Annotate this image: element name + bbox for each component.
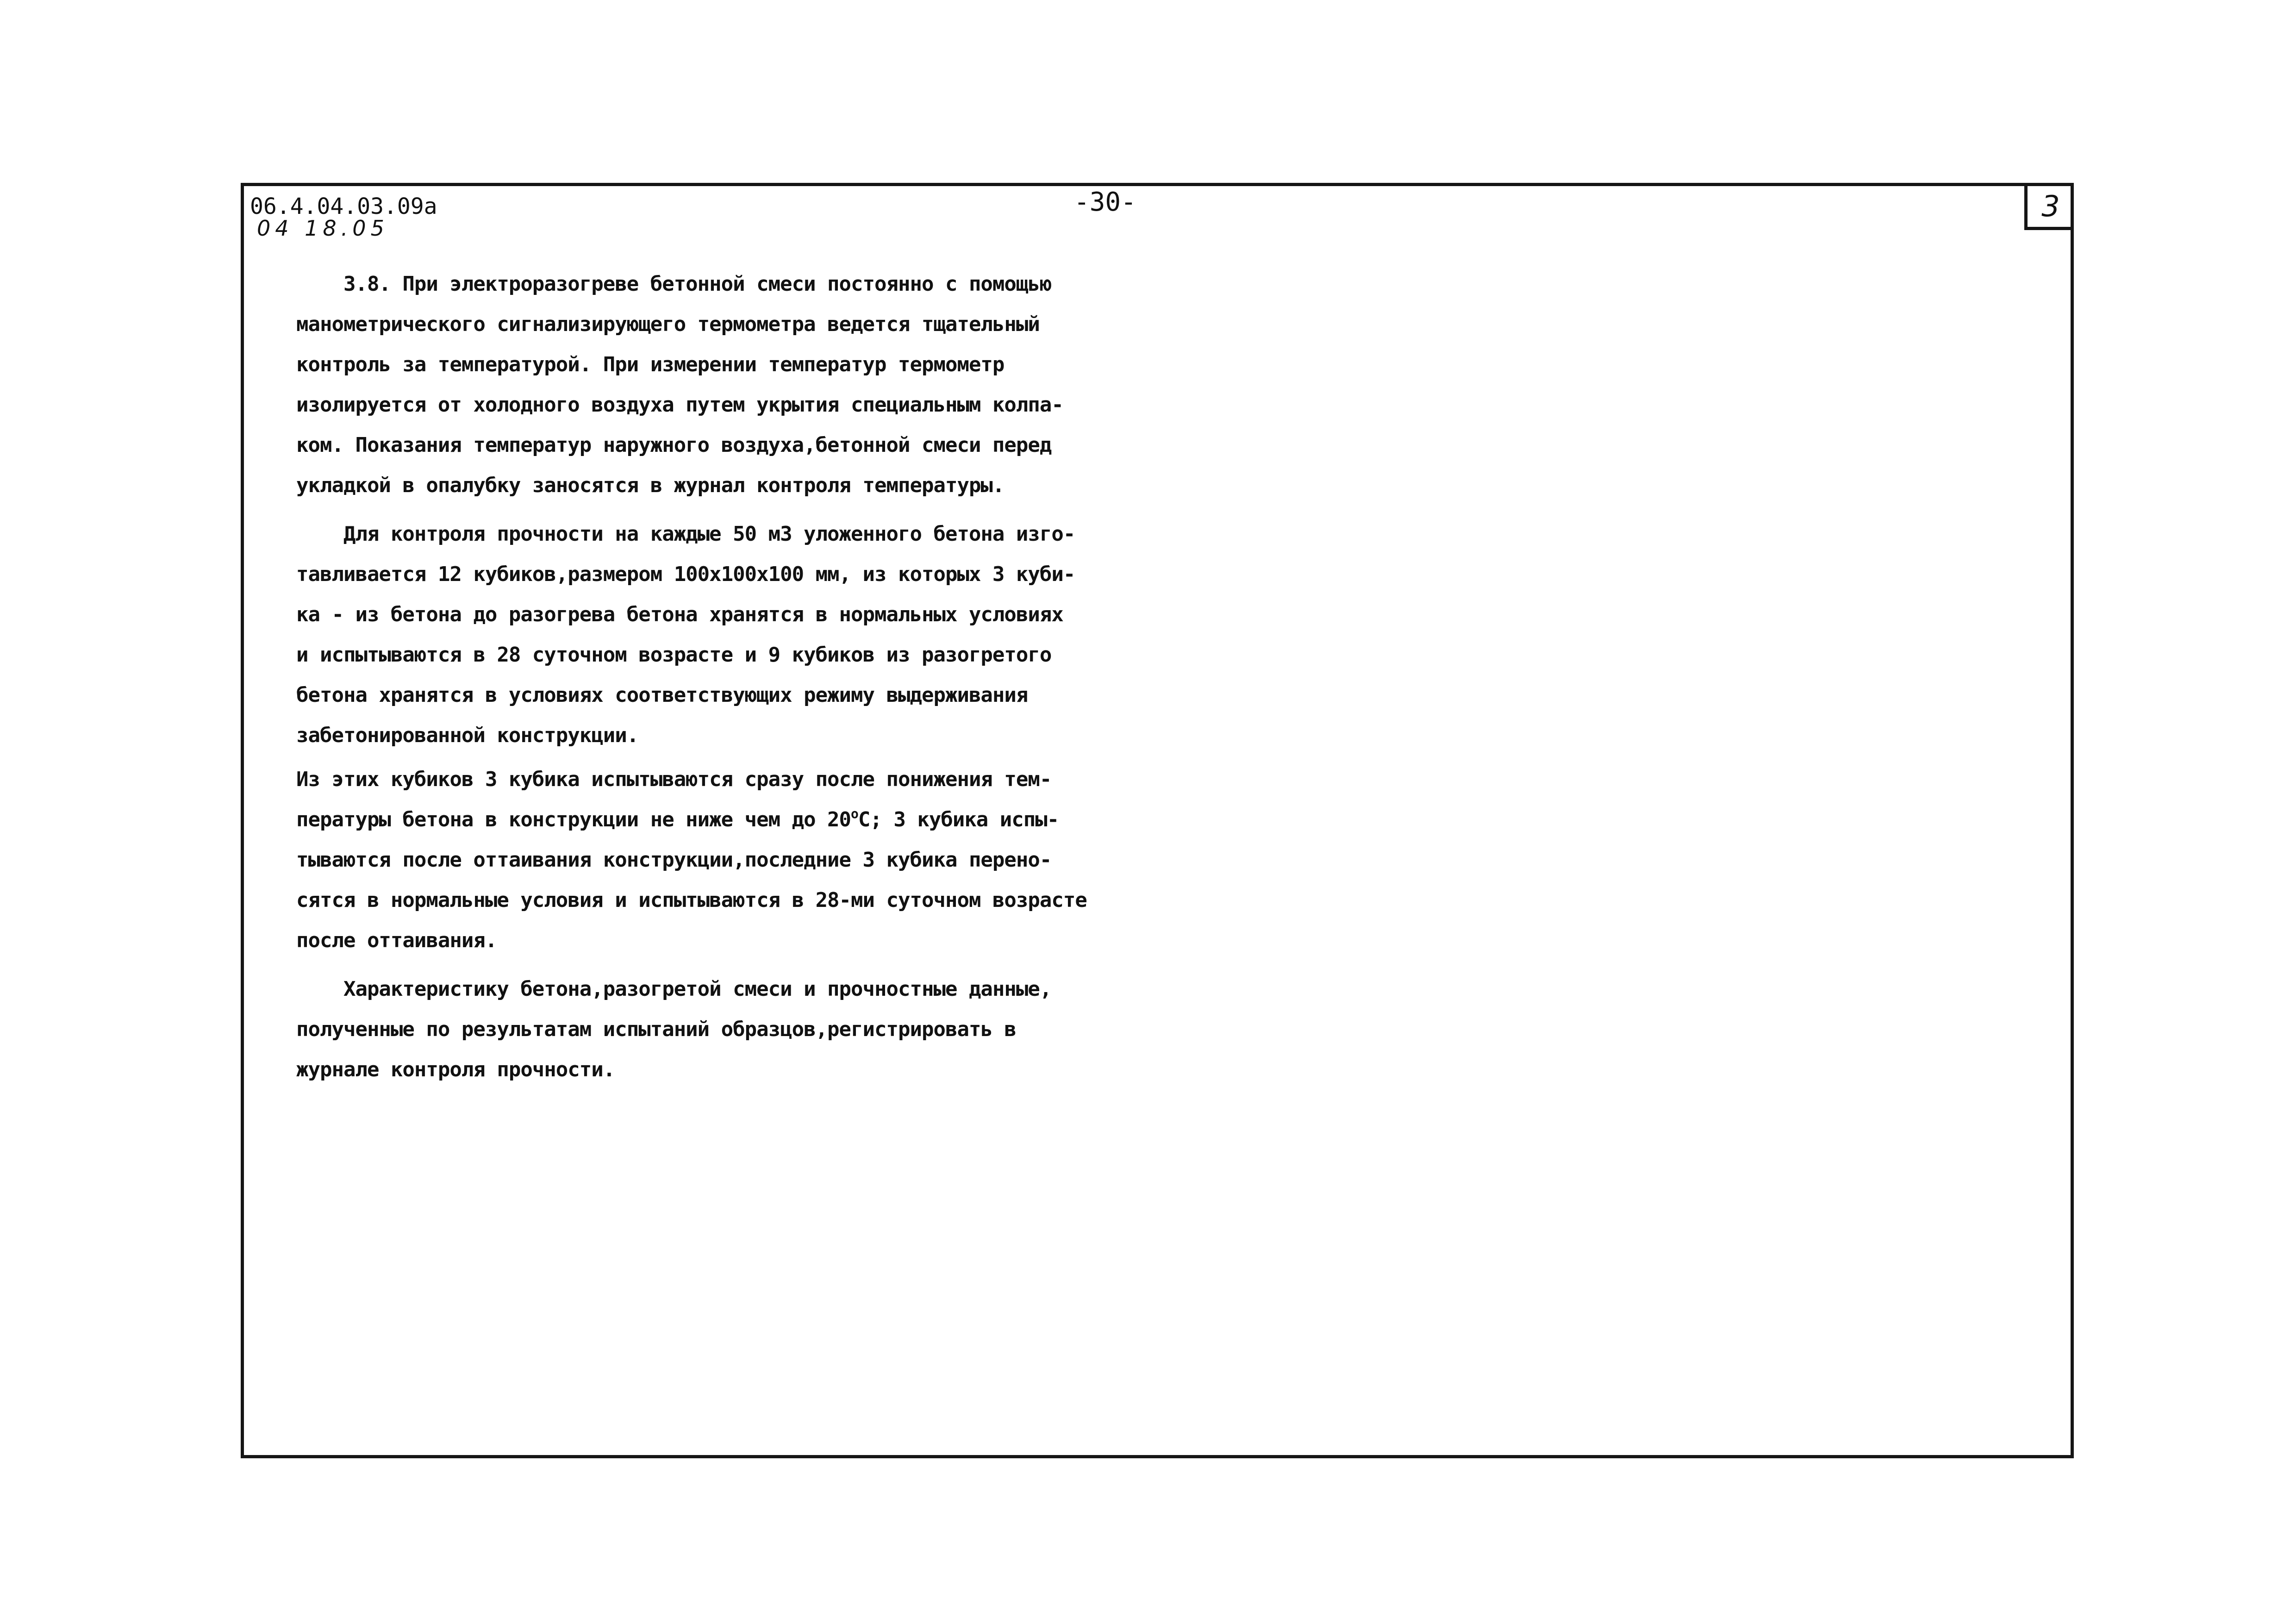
text-line: укладкой в опалубку заносятся в журнал контроля температуры. (296, 474, 1004, 497)
text-line-tail: C; 3 кубика испы- (858, 808, 1059, 831)
text-line: ка - из бетона до разогрева бетона хранятся в нормальных условиях (296, 603, 1063, 626)
text-line: Характеристику бетона,разогретой смеси и прочностные данные, (296, 977, 1052, 1001)
text-line: забетонированной конструкции. (296, 724, 639, 747)
text-line: журнале контроля прочности. (296, 1058, 615, 1081)
degree-mark: o (851, 806, 858, 821)
text-line: и испытываются в 28 суточном возрасте и 9 кубиков из разогретого (296, 643, 1052, 667)
text-line: тываются после оттаивания конструкции,последние 3 кубика перено- (296, 848, 1052, 872)
text-line: после оттаивания. (296, 929, 497, 952)
text-line: полученные по результатам испытаний образцов,регистрировать в (296, 1018, 1016, 1041)
paragraph-3-8 (296, 264, 1222, 506)
text-line: Для контроля прочности на каждые 50 м3 уложенного бетона изго- (296, 522, 1075, 546)
text-line: бетона хранятся в условиях соответствующих режиму выдерживания (296, 683, 1028, 707)
text-line: сятся в нормальные условия и испытываются в 28-ми суточном возрасте (296, 888, 1087, 912)
text-line: 3.8. При электроразогреве бетонной смеси постоянно с помощью (296, 272, 1052, 296)
text-line: тавливается 12 кубиков,размером 100х100х100 мм, из которых 3 куби- (296, 562, 1075, 586)
text-line: контроль за температурой. При измерении температур термометр (296, 353, 1004, 376)
text-line: Из этих кубиков 3 кубика испытываются сразу после понижения тем- (296, 768, 1052, 791)
document-date: 04 18.05 (257, 216, 389, 241)
paragraph-strength-control (296, 514, 1222, 756)
text-line: пературы бетона в конструкции не ниже чем до 20 (296, 808, 851, 831)
document-code: 06.4.04.03.09а (250, 194, 437, 219)
body-text (296, 264, 1222, 1090)
text-line-with-degree (296, 800, 1222, 840)
paragraph-registration (296, 969, 1222, 1090)
text-line: ком. Показания температур наружного воздуха,бетонной смеси перед (296, 433, 1052, 457)
page-number: -30- (1074, 187, 1136, 217)
sheet-number: 3 (2041, 189, 2060, 223)
text-line: манометрического сигнализирующего термометра ведется тщательный (296, 312, 1040, 336)
paragraph-cube-testing (296, 759, 1222, 961)
sheet-number-box (2024, 186, 2074, 230)
text-line: изолируется от холодного воздуха путем укрытия специальным колпа- (296, 393, 1063, 417)
